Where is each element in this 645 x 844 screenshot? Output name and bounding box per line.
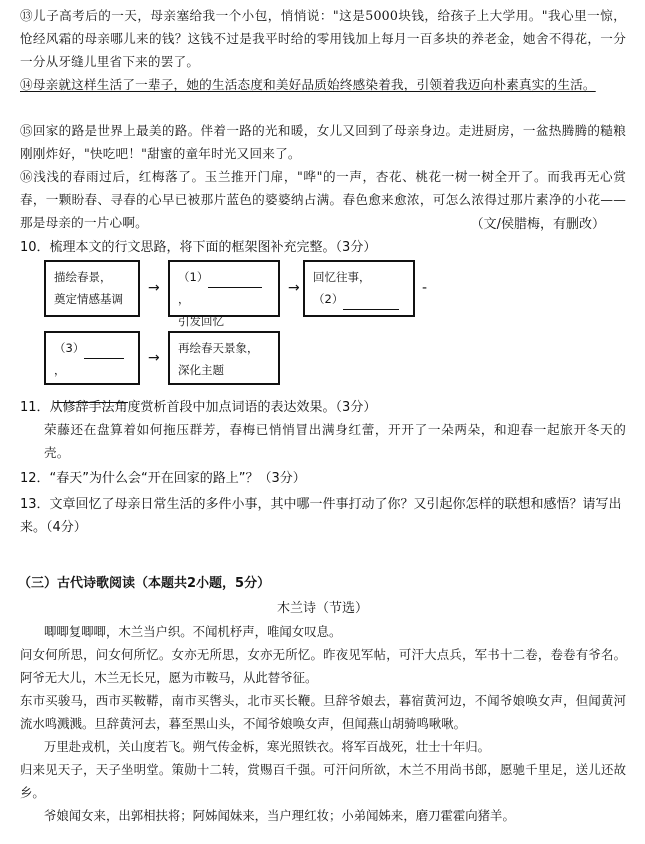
frame-box-1-line-1: 描绘春景，	[54, 270, 112, 284]
source-note: （文/侯腊梅，有删改）	[470, 217, 605, 232]
paragraph-13: ⑬儿子高考后的一天，母亲塞给我一个小包，悄悄说："这是5000块钱，给孩子上大学用。"我心里一惊，怆经风霜的母亲哪儿来的钱？这钱不过是我平时给的零用钱加上每月一百多块的养老金，她舍不得花，一分一分从牙缝儿里省下来的罢了。	[20, 8, 626, 69]
question-13: 13．文章回忆了母亲日常生活的多件小事，其中哪一件事打动了你？又引起你怎样的联想和感悟？请写出来。（4分）	[20, 497, 622, 535]
frame-box-4-comma: ，	[54, 363, 66, 377]
poem-line: 东市买骏马，西市买鞍鞯，南市买辔头，北市买长鞭。旦辞爷娘去，暮宿黄河边，不闻爷娘唤女声，但闻黄河流水鸣溅溅。旦辞黄河去，暮至黑山头，不闻爷娘唤女声，但闻燕山胡骑鸣啾啾。	[20, 693, 626, 731]
question-11-quote: 荣藤还在盘算着如何拖压群芳，春梅已悄悄冒出满身红蕾，开开了一朵两朵，和迎春一起旅开冬天的壳。	[44, 422, 626, 460]
frame-box-2-comma: ，	[178, 292, 190, 306]
poem-line: 归来见天子，天子坐明堂。策勋十二转，赏赐百千强。可汗问所欲，木兰不用尚书郎，愿驰千里足，送儿还故乡。	[20, 762, 626, 800]
frame-box-5	[168, 331, 280, 385]
answer-blank-3[interactable]	[84, 344, 124, 359]
poem-title: 木兰诗（节选）	[276, 601, 368, 616]
question-12: 12．“春天”为什么会“开在回家的路上”？（3分）	[20, 471, 306, 486]
poem-line: 万里赴戎机，关山度若飞。朔气传金柝，寒光照铁衣。将军百战死，壮士十年归。	[44, 739, 491, 754]
question-10: 10．梳理本文的行文思路，将下面的框架图补充完整。（3分）	[20, 240, 377, 255]
frame-box-4-label: （3）	[54, 341, 85, 355]
poem-line: 问女何所思，问女何所忆。女亦无所思，女亦无所忆。昨夜见军帖，可汗大点兵，军书十二卷，卷卷有爷名。阿爷无大儿，木兰无长兄，愿为市鞍马，从此替爷征。	[20, 647, 626, 685]
arrow-icon: →	[288, 280, 300, 296]
paragraph-14: ⑭母亲就这样生活了一辈子，她的生活态度和美好品质始终感染着我，引领着我迈向朴素真实的生活。	[20, 77, 596, 92]
answer-blank-1[interactable]	[208, 273, 262, 288]
paragraph-16: ⑯浅浅的春雨过后，红梅落了。玉兰推开门扉，"哗"的一声，杏花、桃花一树一树全开了。而我再无心赏春，一颗盼春、寻春的心早已被那片蓝色的婆婆纳占满。春色愈来愈浓，可怎么浓得过那片素净的小花——那是母亲的一片心啊。	[20, 169, 626, 230]
paragraph-15: ⑮回家的路是世界上最美的路。伴着一路的光和暖，女儿又回到了母亲身边。走进厨房，一盆热腾腾的糙粮刚刚炸好，"快吃吧！"甜蜜的童年时光又回来了。	[20, 123, 626, 161]
frame-box-3	[303, 260, 415, 317]
section-3-header: （三）古代诗歌阅读（本题共2小题，5分）	[18, 576, 271, 591]
frame-box-4	[44, 331, 140, 385]
dash-mark: -	[422, 280, 428, 296]
question-11: 11．从修辞手法角度赏析首段中加点词语的表达效果。（3分）	[20, 400, 377, 415]
frame-box-3-line-1: 回忆往事，	[313, 270, 371, 284]
frame-box-1-line-2: 奠定情感基调	[54, 292, 123, 306]
frame-box-5-line-1: 再绘春天景象，	[178, 341, 259, 355]
frame-box-2-line-1	[178, 266, 270, 310]
frame-box-3-label: （2）	[313, 292, 344, 306]
frame-box-1	[44, 260, 140, 317]
frame-box-2-line-2: 引发回忆	[178, 314, 224, 328]
answer-blank-2[interactable]	[343, 295, 399, 310]
frame-box-4-line-1	[54, 337, 130, 381]
frame-box-2	[168, 260, 280, 328]
arrow-icon: →	[148, 350, 160, 366]
poem-line: 爷娘闻女来，出郭相扶将；阿姊闻妹来，当户理红妆；小弟闻姊来，磨刀霍霍向猪羊。	[44, 808, 515, 823]
frame-box-5-line-2: 深化主题	[178, 363, 224, 377]
arrow-icon: →	[148, 280, 160, 296]
frame-box-2-label: （1）	[178, 270, 209, 284]
frame-box-3-line-2	[313, 288, 405, 310]
poem-line: 唧唧复唧唧，木兰当户织。不闻机杼声，唯闻女叹息。	[44, 624, 342, 639]
